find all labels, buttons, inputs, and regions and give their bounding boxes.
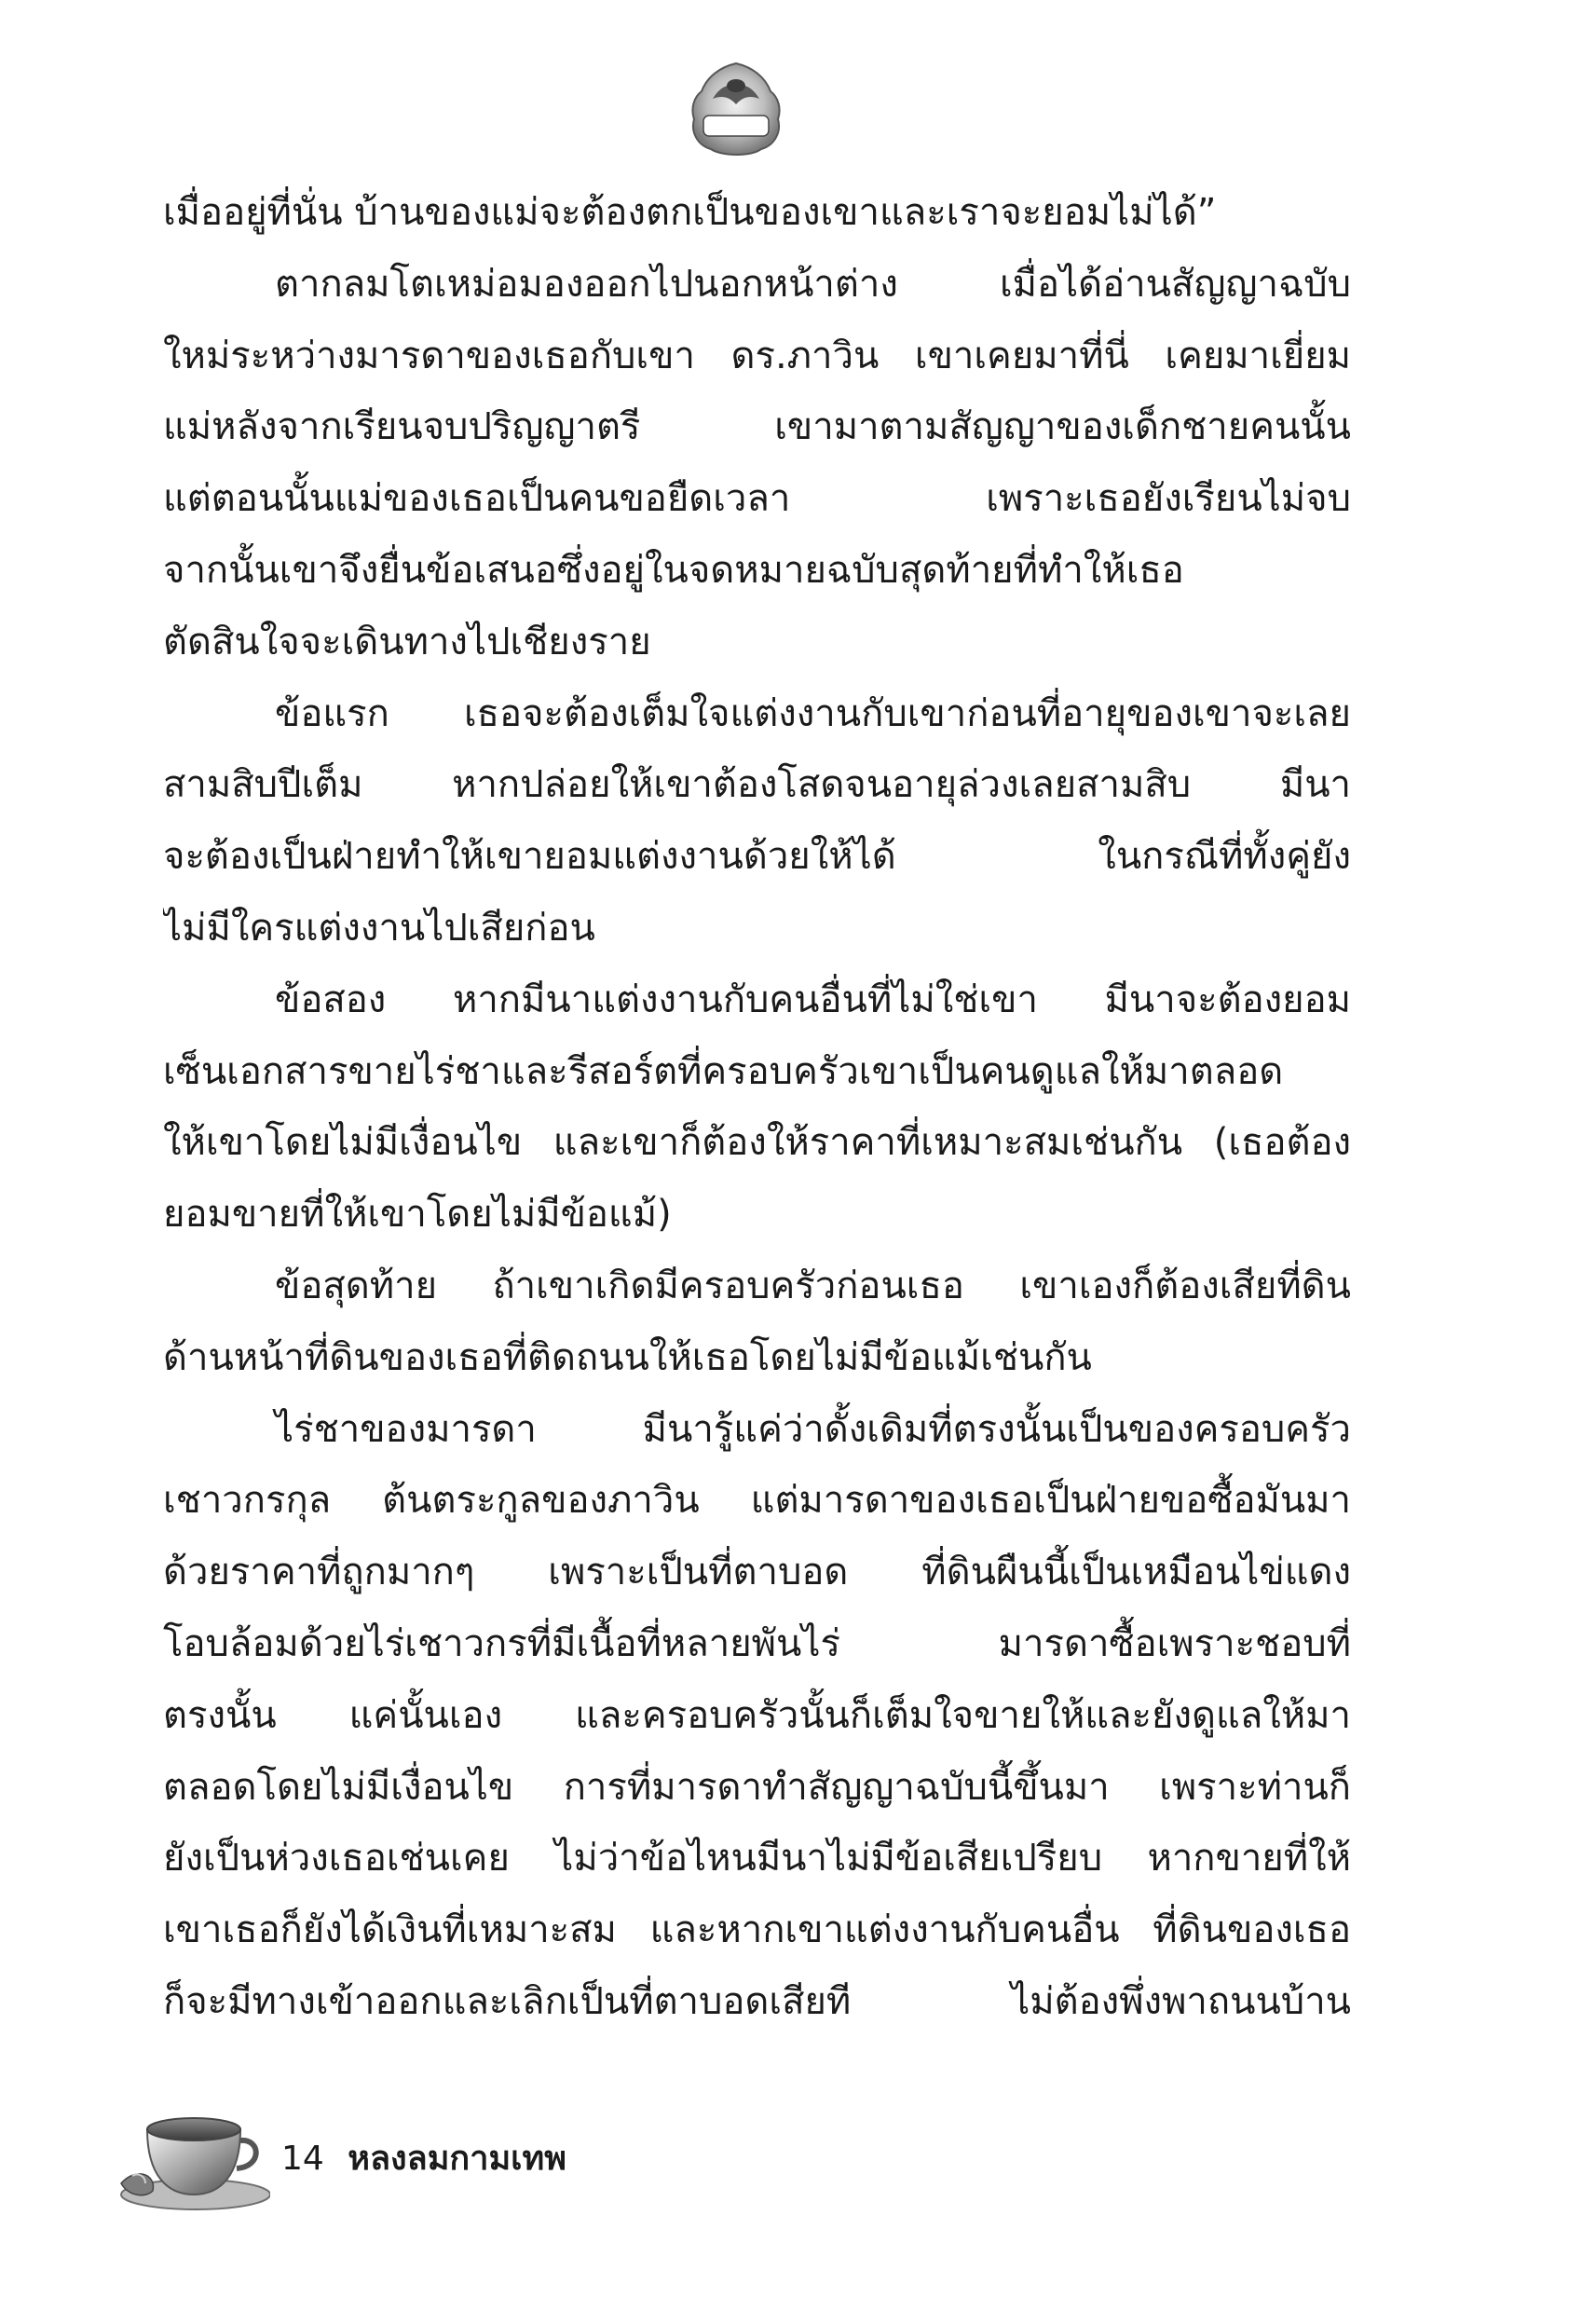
book-title: หลงลมกามเทพ	[348, 2140, 566, 2178]
text-line: จะต้องเป็นฝ่ายทำให้เขายอมแต่งงานด้วยให้ได้ ในกรณีที่ทั้งคู่ยัง	[163, 835, 1351, 879]
text-line: ก็จะมีทางเข้าออกและเลิกเป็นที่ตาบอดเสียที ไม่ต้องพึ่งพาถนนบ้าน	[163, 1979, 1351, 2023]
text-line: โอบล้อมด้วยไร่เชาวกรที่มีเนื้อที่หลายพันไร่ มารดาซื้อเพราะชอบที่	[163, 1621, 1351, 1665]
text-line: ให้เขาโดยไม่มีเงื่อนไข และเขาก็ต้องให้ราคาที่เหมาะสมเช่นกัน (เธอต้อง	[163, 1121, 1351, 1165]
text-line: ไม่มีใครแต่งงานไปเสียก่อน	[163, 906, 595, 950]
teacup-icon	[112, 2101, 270, 2213]
text-line: ข้อสอง หากมีนาแต่งงานกับคนอื่นที่ไม่ใช่เขา มีนาจะต้องยอม	[275, 978, 1351, 1021]
text-line: ตรงนั้น แค่นั้นเอง และครอบครัวนั้นก็เต็มใจขายให้และยังดูแลให้มา	[163, 1693, 1351, 1737]
text-line: ยอมขายที่ให้เขาโดยไม่มีข้อแม้)	[163, 1193, 672, 1237]
text-line: ตากลมโตเหม่อมองออกไปนอกหน้าต่าง เมื่อได้อ่านสัญญาฉบับ	[275, 262, 1351, 306]
text-line: ไร่ชาของมารดา มีนารู้แค่ว่าดั้งเดิมที่ตรงนั้นเป็นของครอบครัว	[275, 1407, 1351, 1451]
footer-text	[281, 2139, 566, 2180]
text-line: เชาวกรกุล ต้นตระกูลของภาวิน แต่มารดาของเธอเป็นฝ่ายขอซื้อมันมา	[163, 1479, 1351, 1523]
page-footer	[112, 2101, 671, 2213]
text-line: ใหม่ระหว่างมารดาของเธอกับเขา ดร.ภาวิน เขาเคยมาที่นี่ เคยมาเยี่ยม	[163, 334, 1351, 377]
text-line: แต่ตอนนั้นแม่ของเธอเป็นคนขอยืดเวลา เพราะเธอยังเรียนไม่จบ	[163, 477, 1351, 521]
text-line: เซ็นเอกสารขายไร่ชาและรีสอร์ตที่ครอบครัวเขาเป็นคนดูแลให้มาตลอด	[163, 1049, 1284, 1093]
text-line: เขาเธอก็ยังได้เงินที่เหมาะสม และหากเขาแต่งงานกับคนอื่น ที่ดินของเธอ	[163, 1908, 1351, 1952]
text-line: แม่หลังจากเรียนจบปริญญาตรี เขามาตามสัญญาของเด็กชายคนนั้น	[163, 405, 1351, 449]
publisher-logo-icon	[685, 58, 787, 160]
text-line: ยังเป็นห่วงเธอเช่นเคย ไม่ว่าข้อไหนมีนาไม่มีข้อเสียเปรียบ หากขายที่ให้	[163, 1837, 1351, 1880]
text-line: ด้วยราคาที่ถูกมากๆ เพราะเป็นที่ตาบอด ที่ดินผืนนี้เป็นเหมือนไข่แดง	[163, 1551, 1351, 1594]
body-text	[163, 177, 1351, 2038]
text-line: เมื่ออยู่ที่นั่น บ้านของแม่จะต้องตกเป็นของเขาและเราจะยอมไม่ได้”	[163, 191, 1217, 234]
text-line: สามสิบปีเต็ม หากปล่อยให้เขาต้องโสดจนอายุล่วงเลยสามสิบ มีนา	[163, 763, 1351, 807]
text-line: ข้อสุดท้าย ถ้าเขาเกิดมีครอบครัวก่อนเธอ เขาเองก็ต้องเสียที่ดิน	[275, 1264, 1351, 1307]
text-line: ตลอดโดยไม่มีเงื่อนไข การที่มารดาทำสัญญาฉบับนี้ขึ้นมา เพราะท่านก็	[163, 1765, 1351, 1809]
text-line: ตัดสินใจจะเดินทางไปเชียงราย	[163, 620, 651, 663]
text-line: จากนั้นเขาจึงยื่นข้อเสนอซึ่งอยู่ในจดหมายฉบับสุดท้ายที่ทำให้เธอ	[163, 548, 1184, 592]
text-line: ข้อแรก เธอจะต้องเต็มใจแต่งงานกับเขาก่อนที่อายุของเขาจะเลย	[275, 691, 1351, 735]
text-line: ด้านหน้าที่ดินของเธอที่ติดถนนให้เธอโดยไม่มีข้อแม้เช่นกัน	[163, 1335, 1092, 1379]
page-number: 14	[281, 2140, 324, 2178]
